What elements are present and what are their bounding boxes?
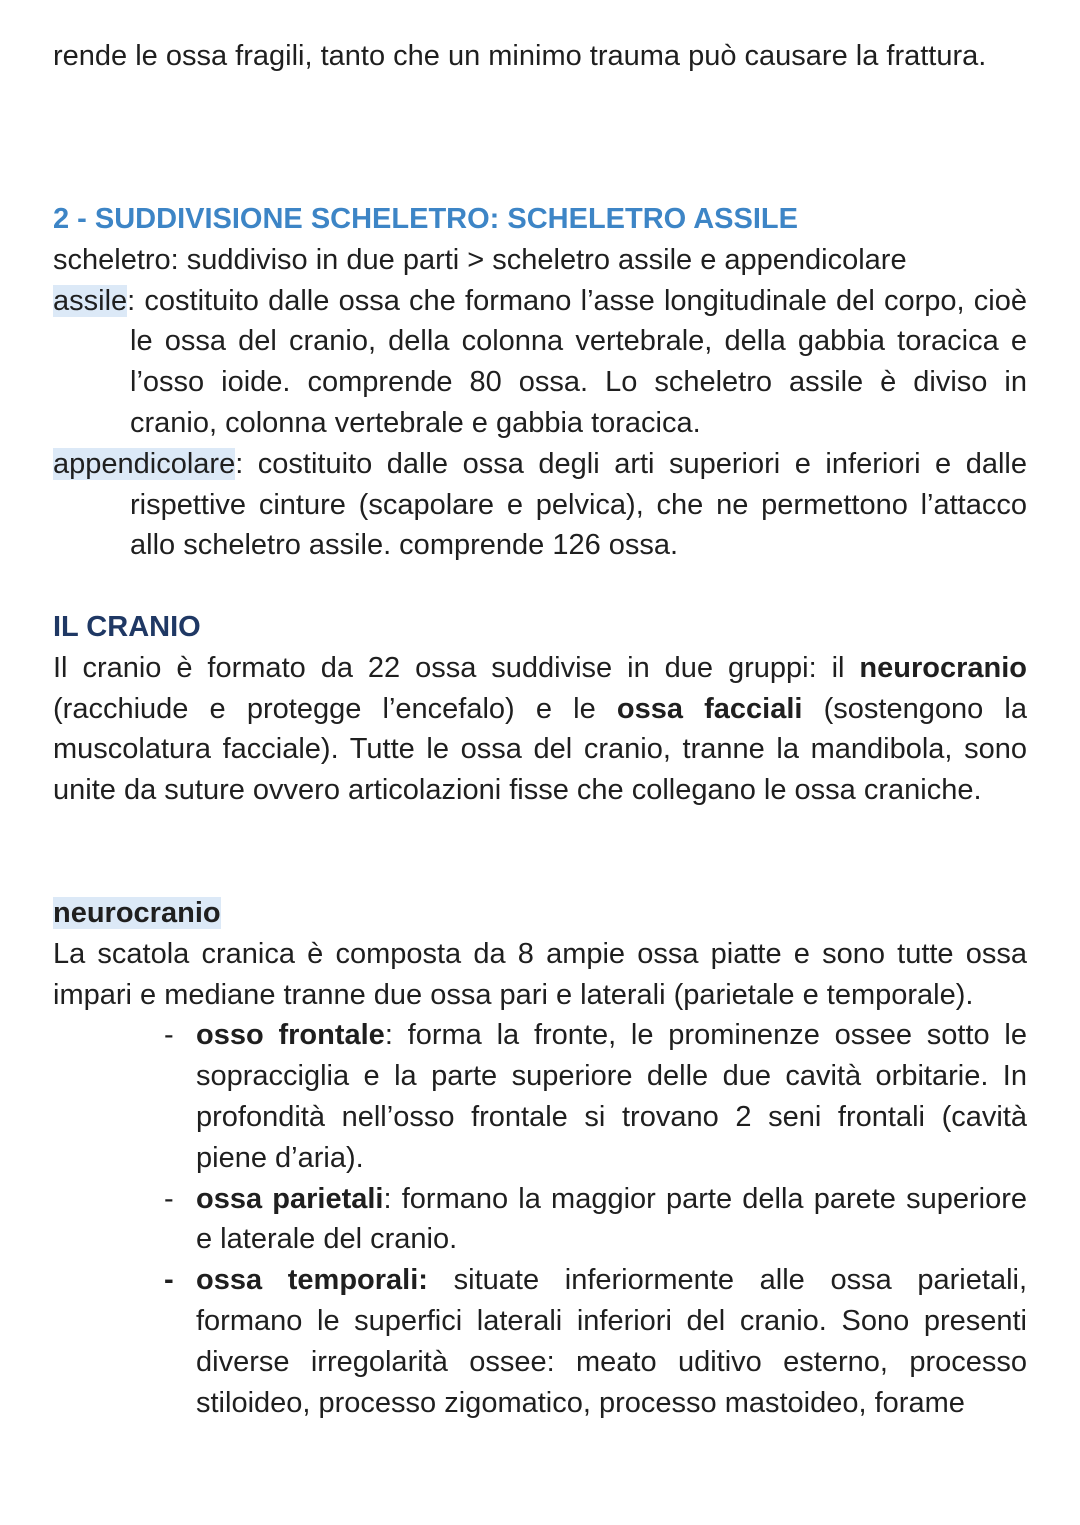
term-appendicolare: appendicolare — [53, 447, 236, 480]
assile-definition-text: : costituito dalle ossa che formano l’asse longitudinale del corpo, cioè le ossa del cranio, della colonna vertebrale, della gabbia toracica e l’osso ioide. comprende 80 ossa. Lo scheletro assile è diviso in cranio, colonna vertebrale e gabbia toracica. — [127, 284, 1027, 439]
term-ossa-facciali: ossa facciali — [616, 692, 803, 725]
bullet-dash: - — [164, 1019, 174, 1052]
intro-paragraph — [53, 36, 1027, 77]
bullet-dash: - — [164, 1264, 174, 1297]
skeleton-division-line: scheletro: suddiviso in due parti > scheletro assile e appendicolare — [53, 243, 907, 276]
definition-assile — [53, 281, 1027, 444]
appendicolare-definition-text: : costituito dalle ossa degli arti superiori e inferiori e dalle rispettive cinture (scapolare e pelvica), che ne permettono l’attacco allo scheletro assile. comprende 126 ossa. — [130, 447, 1027, 562]
term-ossa-parietali: ossa parietali — [196, 1182, 384, 1215]
neurocranio-intro: La scatola cranica è composta da 8 ampie ossa piatte e sono tutte ossa impari e mediane tranne due ossa pari e laterali (parietale e temporale). — [53, 937, 1027, 1011]
term-assile: assile — [53, 284, 128, 317]
section-neurocranio — [53, 893, 1027, 1423]
definition-appendicolare — [53, 444, 1027, 566]
list-item-ossa-temporali — [164, 1260, 1028, 1423]
section-axial-skeleton — [53, 199, 1027, 566]
section-cranio — [53, 607, 1027, 811]
section-title-neurocranio — [53, 893, 1027, 934]
intro-text: rende le ossa fragili, tanto che un minimo trauma può causare la frattura. — [53, 40, 987, 72]
term-osso-frontale: osso frontale — [196, 1019, 385, 1052]
term-ossa-temporali: ossa temporali: — [196, 1264, 428, 1297]
bullet-dash: - — [164, 1182, 174, 1215]
bone-list — [53, 1015, 1027, 1423]
term-neurocranio: neurocranio — [859, 651, 1027, 684]
cranio-paragraph — [53, 648, 1027, 811]
section-title-cranio: IL CRANIO — [53, 611, 201, 643]
cranio-text-2: (racchiude e protegge l’encefalo) e le — [53, 692, 617, 725]
cranio-text-3: (sostengono la muscolatura facciale). Tutte le ossa del cranio, tranne la mandibola, sono unite da suture ovvero articolazioni fisse che collegano le ossa craniche. — [53, 692, 1027, 807]
neurocranio-heading-text: neurocranio — [53, 897, 221, 929]
section-title-axial: 2 - SUDDIVISIONE SCHELETRO: SCHELETRO ASSILE — [53, 203, 798, 235]
ossa-parietali-text: : formano la maggior parte della parete superiore e laterale del cranio. — [196, 1182, 1028, 1256]
ossa-temporali-text: situate inferiormente alle ossa parietali, formano le superfici laterali inferiori del cranio. Sono presenti diverse irregolarità ossee: meato uditivo esterno, processo stiloideo, processo zigomatico, processo mastoideo, forame — [196, 1264, 1028, 1419]
list-item-ossa-parietali — [164, 1179, 1028, 1261]
osso-frontale-text: : forma la fronte, le prominenze ossee sotto le sopracciglia e la parte superiore delle due cavità orbitarie. In profondità nell’osso frontale si trovano 2 seni frontali (cavità piene d’aria). — [196, 1019, 1028, 1174]
cranio-text-1: Il cranio è formato da 22 ossa suddivise in due gruppi: il — [53, 651, 860, 684]
list-item-osso-frontale — [164, 1015, 1028, 1178]
